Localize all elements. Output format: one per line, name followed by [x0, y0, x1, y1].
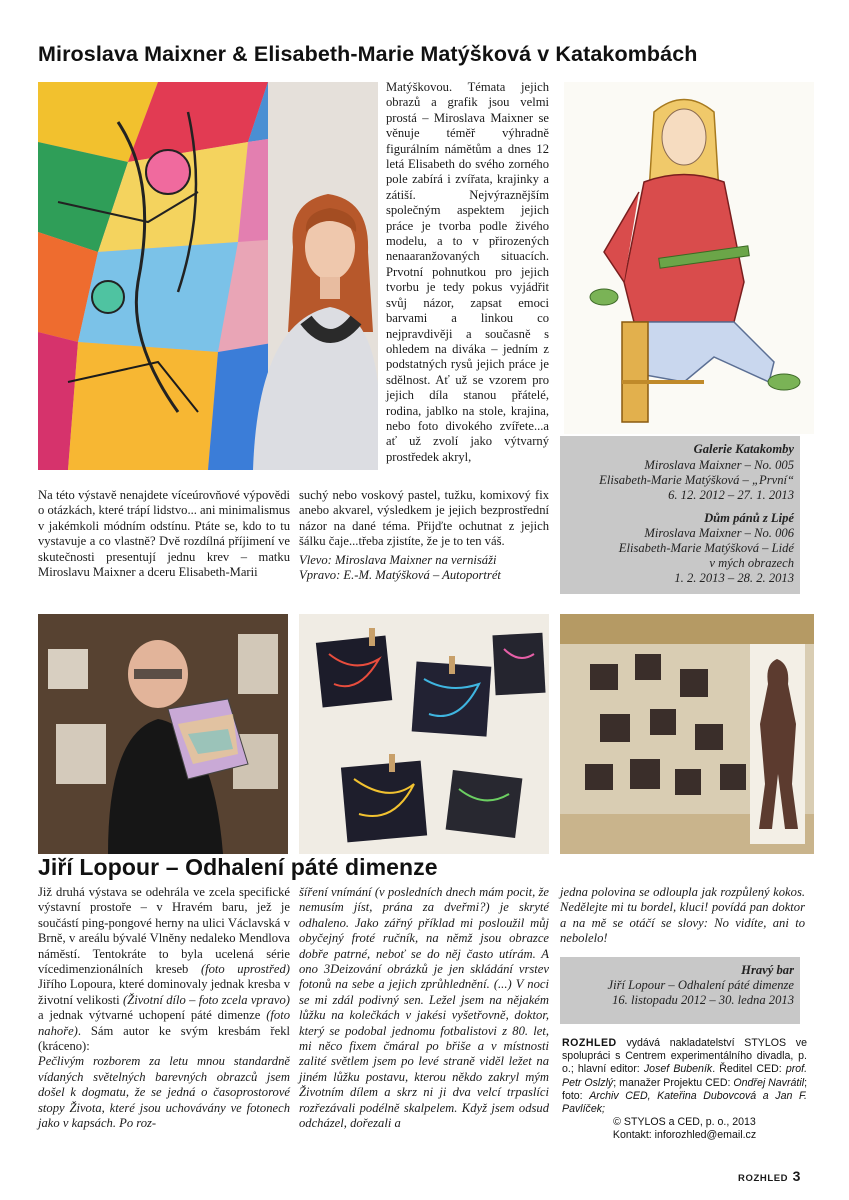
caption-left: Vlevo: Miroslava Maixner na vernisáži — [299, 552, 497, 567]
info-line: Miroslava Maixner – No. 005 — [644, 458, 794, 472]
caption-right: Vpravo: E.-M. Matýšková – Autoportrét — [299, 568, 501, 583]
venue-galerie-katakomby: Galerie Katakomby — [693, 442, 794, 456]
quote-start: Pečlivým rozborem za letu mnou standardně vídaných světelných barevných obrazců jsem došel k dogmatu, že se jedná o časoprostorové stopy Života, které jsou uchovávány ve fotonech jako v kapsách. Po roz- — [38, 1054, 290, 1131]
article-2-title: Jiří Lopour – Odhalení páté dimenze — [38, 854, 438, 880]
self-portrait-drawing — [564, 82, 814, 434]
photo-artist-vernissage — [38, 82, 378, 470]
info-line: Elisabeth-Marie Matýšková – Lidé — [618, 541, 794, 555]
venue-dum-panu-z-lipe: Dům pánů z Lipé — [704, 511, 794, 525]
photo-drawings-wall — [299, 614, 549, 854]
article-1-text-right-column: Matýškovou. Témata jejich obrazů a grafik jsou velmi prostá – Miroslava Maixner se věnuje téměř výhradně figurálním námětům a dnes 12 letá Elisabeth do svého zorného pole zabírá i zvířata, krajinky a zátiší. Nejvýraznějším společným aspektem jejich práce je tvorba podle živého modelu, a to v přirozených nenaaranžovaných situacích. Prvotní pohnutkou pro jejich tvorbu je tedy pokus vyjádřit svůj názor, zapsat emoci barvami a linkou co nejpravdivěji a současně s ohledem na diváka – jedním z podstatných rysů jejich práce je sdělnost. Ať už se vzorem pro jejich díla stanou přátelé, rodina, jablko na stole, krajina, nebo foto divokého zvířete...a ať už zvolí jako výtvarný prostředek akryl, — [386, 80, 549, 464]
article-2-column-2: šíření vnímání (v posledních dnech mám pocit, že nemusím jíst, prána za dveřmi?) je skryté odhaleno. Jako zářný příklad mi posloužil můj obyčejný froté ručník, na němž jsou obrazce dobře patrné, neboť se do něj často utírám. A ono 3Deizování obrázků je jen skládání vrstev fotonů na sebe a jejich zprůhlednění. (...) V noci se mi zdál podivný sen. Ležel jsem na nějakém lůžku na kolečkách v jakési vyšetřovně, doktor, který se podobal jednomu fotbalistovi z 80. let, mi něco fixem čmáral po břiše a v místnosti zalité světlem jsem po levé straně viděl ležet na jiném lůžku postavu, kterou někdo zakryl mým Životním dílem a skrz ni ji dva velcí trpaslíci rozřezávali podélně skalpelem. Když jsem odsud odcházel, dořezali a — [299, 885, 549, 1131]
venue-hravy-bar: Hravý bar — [741, 963, 794, 977]
info-line: Jiří Lopour – Odhalení páté dimenze — [607, 978, 794, 992]
exhibition-info-box — [560, 436, 800, 594]
article-1-text-middle-column: suchý nebo voskový pastel, tužku, komixový fix anebo akvarel, výsledkem je jejich bezprostřední názor na dané téma. Přijďte ochutnat z jejich šálku čaje...třeba zjistíte, že je to ten váš. Vlevo: Miroslava Maixner na vernisáži Vpravo: E.-M. Matýšková – Autoportrét — [299, 488, 549, 583]
info-dates: 16. listopadu 2012 – 30. ledna 2013 — [612, 993, 794, 1007]
info-line: v mých obrazech — [709, 556, 794, 570]
page-number: 3 — [792, 1168, 801, 1184]
info-dates: 6. 12. 2012 – 27. 1. 2013 — [668, 488, 794, 502]
article-1-title: Miroslava Maixner & Elisabeth-Marie Matýšková v Katakombách — [38, 42, 698, 66]
article-2-column-1: Již druhá výstava se odehrála ve zcela specifické výstavní prostoře – v Hravém baru, jež je součástí ping-pongové herny na ulici Václavská v Brně, v areálu bývalé Vlněny nedaleko Mendlova náměstí. Tentokráte to byla ucelená série vícedimenzionálních kreseb (foto uprostřed) Jiřího Lopoura, které dominovaly jednak kresba v životní velikosti (Životní dílo – foto zcela vpravo) a jednak výtvarné uchopení páté dimenze (foto nahoře). Sám autor ke svým kresbám řekl (kráceno): Pečlivým rozborem za letu mnou standardně vídaných světelných barevných obrazců jsem došel k dogmatu, že se jedná o časoprostorové stopy Života, které jsou uchovávány ve fotonech jako v kapsách. Po roz- — [38, 885, 291, 1131]
photo-life-size-drawing — [560, 614, 814, 854]
article-1-text-left-column: Na této výstavě nenajdete víceúrovňové výpovědi o otázkách, které trápí lidstvo... ani minimalismus v jakémkoli módním odstínu. Ptáte se, kdo to tu vystavuje a co vlastně? Dvě rozdílná příjimení ve skutečnosti presentují jednu krev – matku Miroslavu Maixner a dceru Elisabeth-Marii — [38, 488, 290, 580]
footer-brand: ROZHLED — [738, 1173, 789, 1184]
publisher-imprint: ROZHLED vydává nakladatelství STYLOS ve spolupráci s Centrem experimentálního divadla, p. o.; hlavní editor: Josef Bubeník. Ředitel CED: prof. Petr Oslzlý; manažer Projektu CED: Ondřej Navrátil; foto: Archiv CED, Kateřina Dubovcová a Jan F. Pavlíček; © STYLOS a CED, p. o., 2013 Kontakt: inforozhled@email.cz — [562, 1037, 808, 1142]
info-line: Elisabeth-Marie Matýšková – „První“ — [599, 473, 794, 487]
photo-artist-with-artwork — [38, 614, 288, 854]
info-line: Miroslava Maixner – No. 006 — [644, 526, 794, 540]
article-2-column-3: jedna polovina se odloupla jak rozpůlený kokos. Nedělejte mi tu bordel, kluci! povídá pan doktor a na mě se otáčí se slovy: No vidíte, ani to nebolelo! — [560, 885, 805, 946]
copyright: © STYLOS a CED, p. o., 2013 — [613, 1116, 756, 1129]
contact: Kontakt: inforozhled@email.cz — [612, 1129, 757, 1142]
hravy-bar-info-box — [560, 957, 800, 1024]
info-dates: 1. 2. 2013 – 28. 2. 2013 — [674, 571, 794, 585]
page-footer — [738, 1168, 800, 1186]
